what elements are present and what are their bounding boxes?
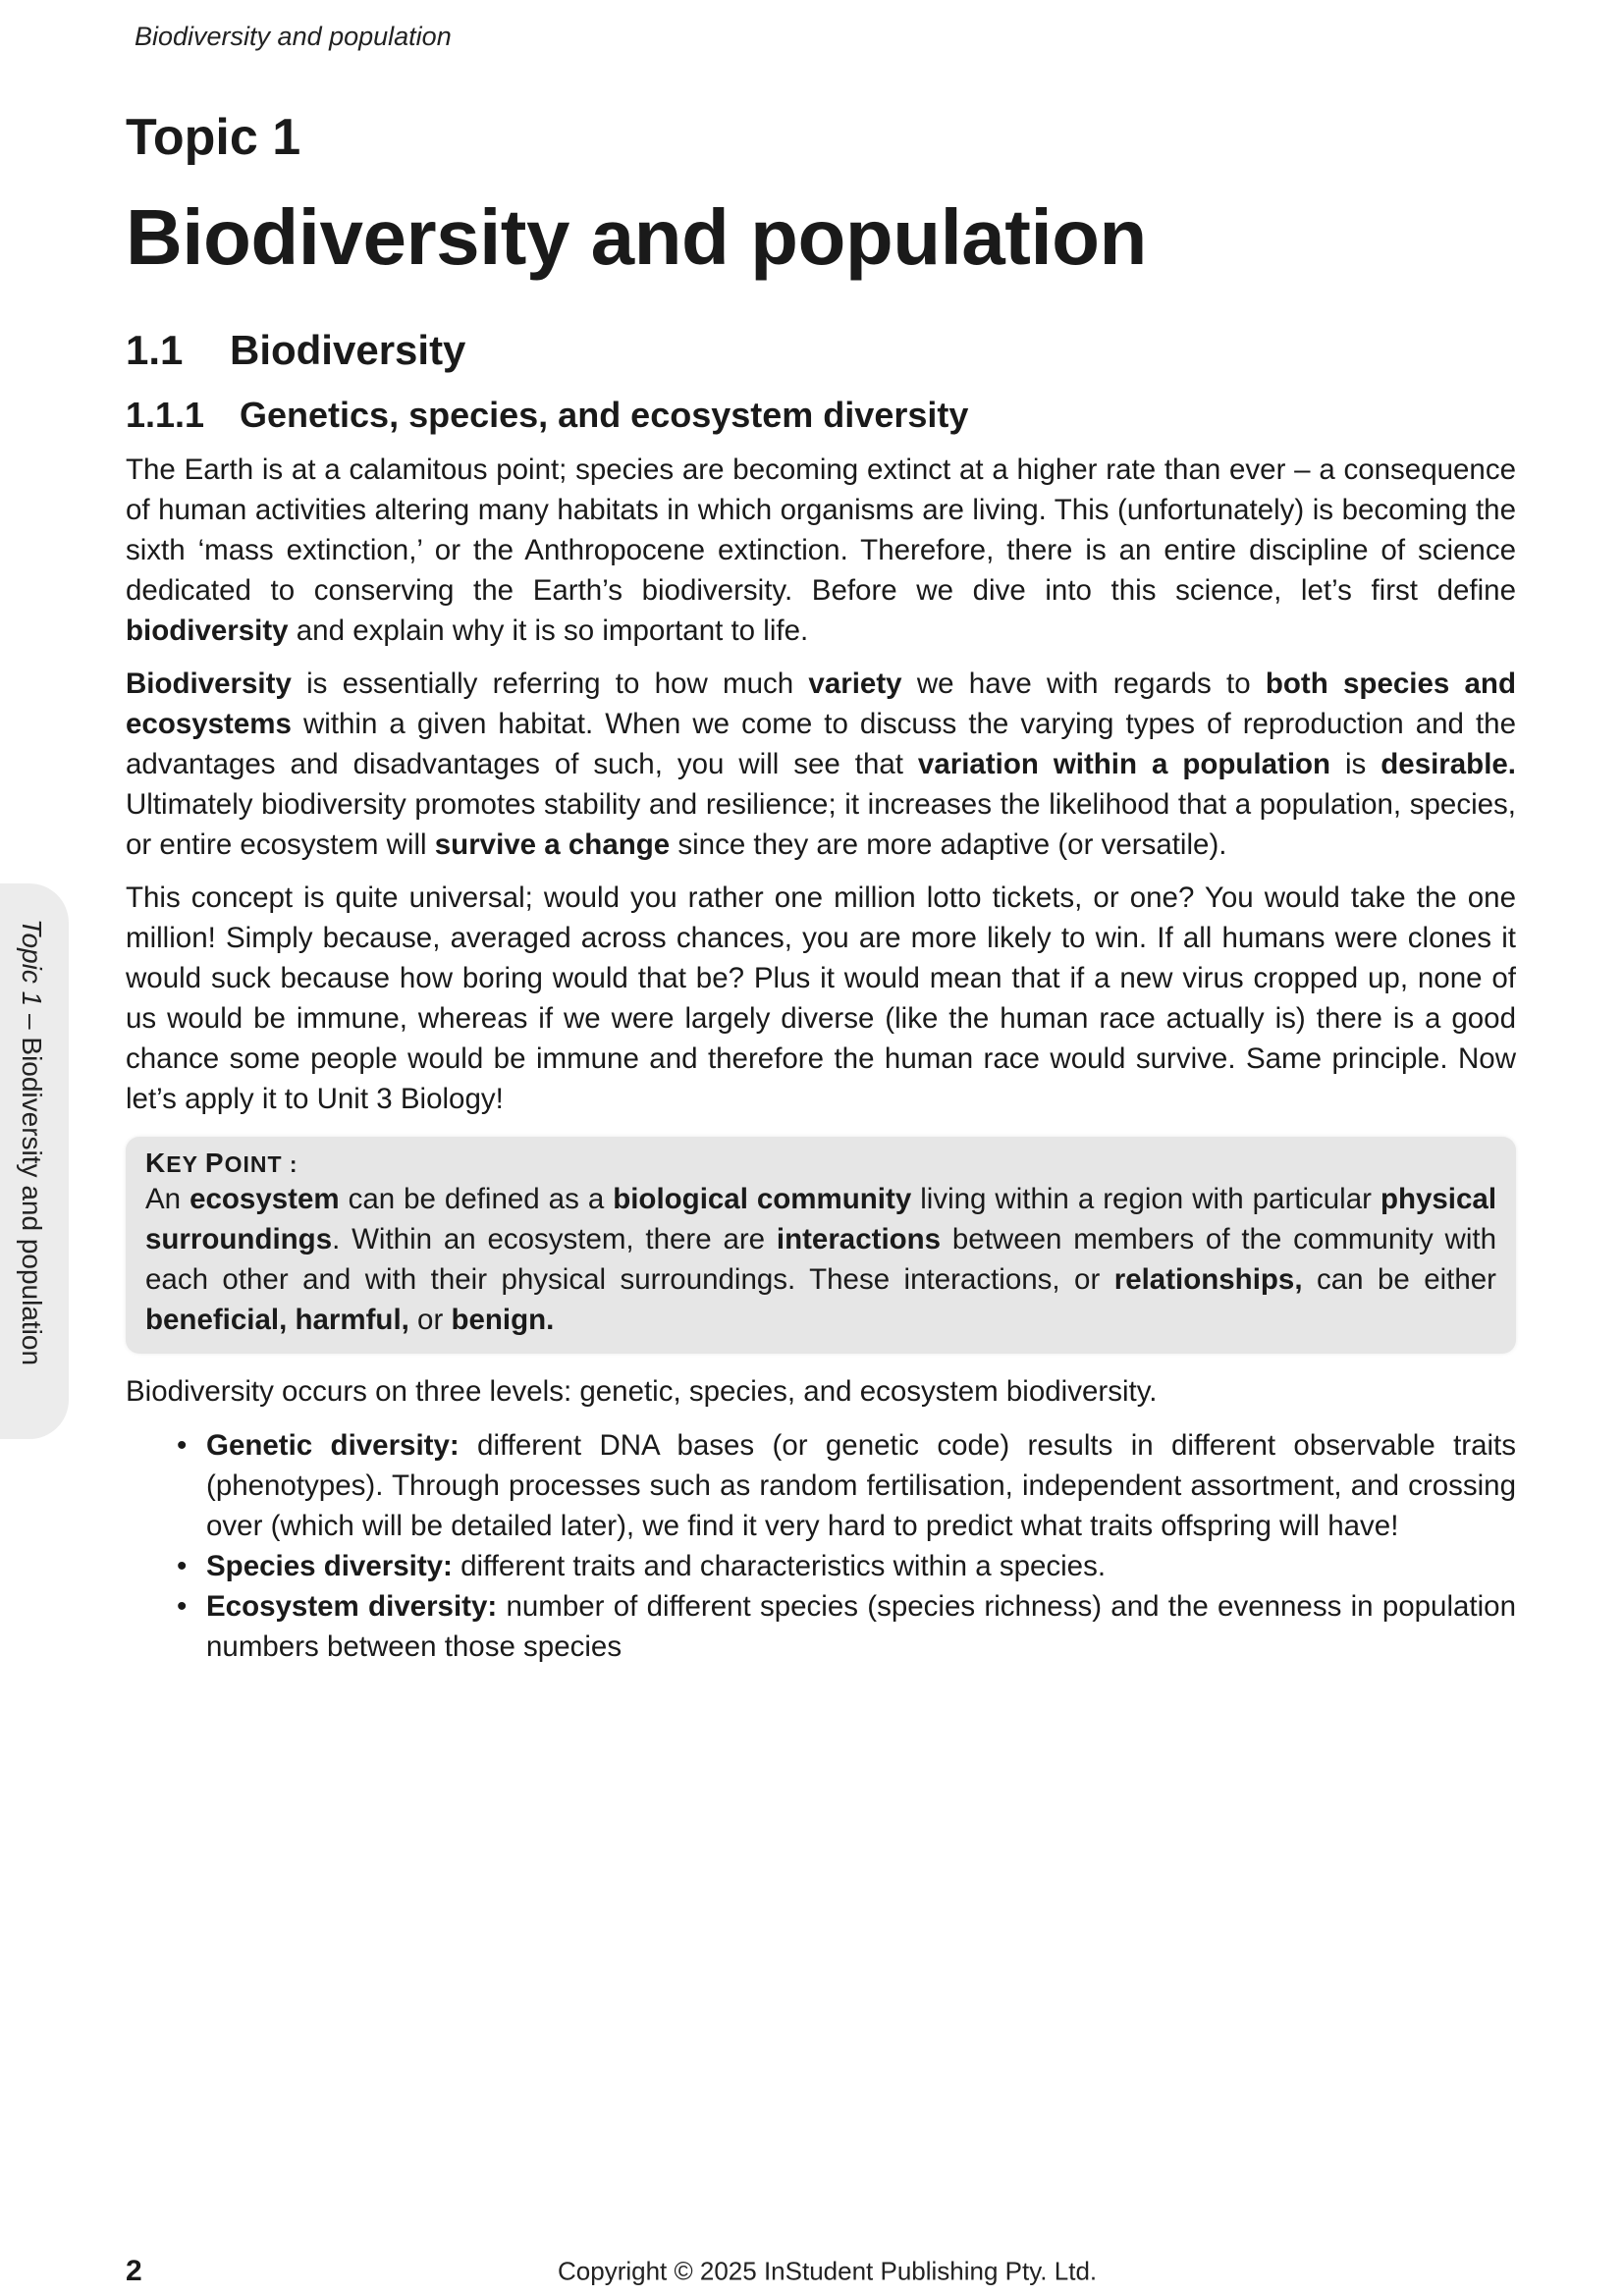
- list-item-genetic: [177, 1425, 1516, 1546]
- key-point-fragment: An: [145, 1183, 190, 1215]
- bold-term: ecosystem: [189, 1183, 340, 1215]
- paragraph-text: Ultimately biodiversity promotes stability and resilience; it increases the likelihood that a population, species, or entire ecosystem will: [126, 788, 1516, 861]
- bold-term: biological community: [613, 1183, 912, 1215]
- key-point-title: [145, 1148, 1496, 1179]
- key-point-title-part: K: [145, 1148, 167, 1178]
- side-tab-topic: Topic 1: [17, 919, 47, 1007]
- bold-term: Biodiversity: [126, 667, 292, 700]
- side-tab-title: Biodiversity and population: [17, 1037, 47, 1366]
- list-item-term: Ecosystem diversity:: [206, 1590, 498, 1623]
- list-item-text: different traits and characteristics within a species.: [452, 1550, 1107, 1582]
- paragraph-text: within a given habitat. When we come to discuss the varying types of reproduction and the advantages and disadvantages of such, you will see that: [126, 708, 1516, 780]
- paragraph-text: is: [1330, 748, 1381, 780]
- subsection-heading: [126, 393, 1516, 438]
- list-item-species: [177, 1546, 1516, 1586]
- bold-term: beneficial, harmful,: [145, 1304, 409, 1336]
- topic-label: Topic 1: [126, 109, 301, 166]
- paragraph-text: is essentially referring to how much: [291, 667, 809, 700]
- list-item-ecosystem: [177, 1586, 1516, 1667]
- key-point-title-part: OINT :: [224, 1151, 298, 1177]
- bold-term: survive a change: [434, 828, 671, 861]
- bold-term: variety: [808, 667, 902, 700]
- key-point-fragment: or: [408, 1304, 452, 1336]
- diversity-levels-list: [177, 1425, 1516, 1667]
- key-point-text: [145, 1179, 1496, 1340]
- list-item-term: Genetic diversity:: [206, 1429, 460, 1462]
- paragraph-text: we have with regards to: [901, 667, 1266, 700]
- key-point-fragment: can be defined as a: [339, 1183, 614, 1215]
- bold-term: variation within a population: [917, 748, 1331, 780]
- page-number: 2: [126, 2255, 142, 2287]
- list-item-text: number of different species (species richness) and the evenness in population numbers between those species: [206, 1590, 1516, 1663]
- page-title: Biodiversity and population: [126, 193, 1147, 281]
- key-point-title-part: EY: [166, 1151, 205, 1177]
- paragraph-analogy: This concept is quite universal; would you rather one million lotto tickets, or one? You would take the one million! Simply because, averaged across chances, you are more likely to win. If all humans were clones it would suck because how boring would that be? Plus it would mean that if a new virus cropped up, none of us would be immune, whereas if we were largely diverse (like the human race actually is) there is a good chance some people would be immune and therefore the human race would survive. Same principle. Now let’s apply it to Unit 3 Biology!: [126, 881, 1516, 1115]
- key-point-fragment: between members of the community with each other and with their physical surroundings. These interactions, or: [145, 1223, 1496, 1296]
- side-tab-separator: –: [17, 1006, 47, 1038]
- bold-term: both species and ecosystems: [126, 667, 1516, 740]
- subsection-title: Genetics, species, and ecosystem diversity: [240, 395, 969, 435]
- bold-term: desirable.: [1380, 748, 1516, 780]
- key-point-fragment: . Within an ecosystem, there are: [332, 1223, 777, 1255]
- section-heading: [126, 324, 1516, 377]
- key-point-title-part: P: [204, 1148, 225, 1178]
- paragraph-levels-intro: Biodiversity occurs on three levels: genetic, species, and ecosystem biodiversity.: [126, 1375, 1158, 1408]
- bold-term: relationships,: [1113, 1263, 1303, 1296]
- copyright-notice: Copyright © 2025 InStudent Publishing Pty. Ltd.: [558, 2256, 1098, 2286]
- paragraph-text: The Earth is at a calamitous point; species are becoming extinct at a higher rate than ever – a consequence of human activities altering many habitats in which organisms are living. This (unfortunately) is becoming the sixth ‘mass extinction,’ or the Anthropocene extinction. Therefore, there is an entire discipline of science dedicated to conserving the Earth’s biodiversity. Before we dive into this science, let’s first define: [126, 454, 1516, 607]
- paragraph-definition: [126, 664, 1516, 865]
- section-number: 1.1: [126, 327, 184, 373]
- running-header: Biodiversity and population: [135, 22, 452, 51]
- side-tab: [0, 883, 69, 1439]
- bold-term: biodiversity: [126, 614, 289, 647]
- subsection-number: 1.1.1: [126, 395, 205, 435]
- paragraph-text: since they are more adaptive (or versatile).: [670, 828, 1227, 861]
- side-tab-text: [16, 919, 47, 1365]
- key-point-fragment: living within a region with particular: [911, 1183, 1380, 1215]
- list-item-text: different DNA bases (or genetic code) results in different observable traits (phenotypes). Through processes such as random fertilisation, independent assortment, and crossing over (which will be detailed later), we find it very hard to predict what traits offspring will have!: [206, 1429, 1516, 1542]
- page-content: [126, 106, 1516, 1667]
- key-point-fragment: can be either: [1302, 1263, 1496, 1296]
- key-point-box: [126, 1137, 1516, 1354]
- bold-term: interactions: [776, 1223, 942, 1255]
- paragraph-intro: [126, 450, 1516, 651]
- paragraph-text: and explain why it is so important to life.: [288, 614, 809, 647]
- list-item-term: Species diversity:: [206, 1550, 453, 1582]
- bold-term: benign.: [451, 1304, 555, 1336]
- section-title: Biodiversity: [230, 327, 466, 373]
- bold-term: physical surroundings: [145, 1183, 1497, 1255]
